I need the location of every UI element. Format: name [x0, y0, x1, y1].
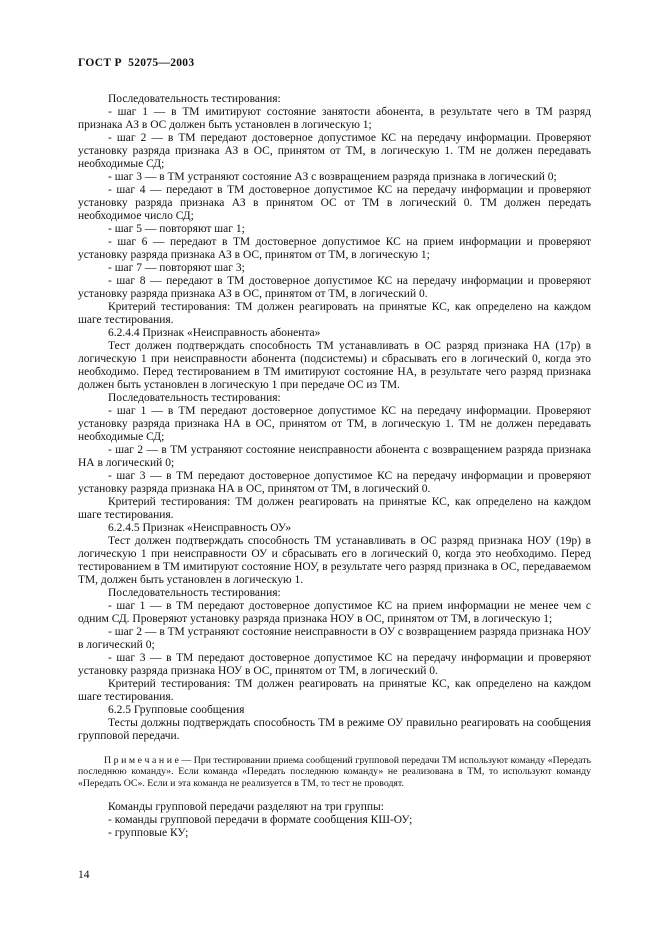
note: П р и м е ч а н и е — При тестировании приема сообщений групповой передачи ТМ используют команду «Передать последнюю команду». Если команда «Передать последнюю команду» не реализована в ТМ, то используют команду «Передать ОС». Если и эта команда не реализуется в ТМ, то тест не проводят. [78, 755, 591, 789]
paragraph: Последовательность тестирования: [108, 587, 281, 599]
paragraph: Тесты должны подтверждать способность ТМ в режиме ОУ правильно реагировать на сообщения групповой передачи. [78, 717, 591, 742]
list-item: - шаг 2 — в ТМ устраняют состояние неисправности в ОУ с возвращением разряда признака НОУ в логический 0; [78, 626, 591, 651]
list-item: - групповые КУ; [108, 826, 189, 839]
list-item: - шаг 5 — повторяют шаг 1; [108, 223, 245, 235]
document-header: ГОСТ Р 52075—2003 [78, 57, 195, 69]
page-number: 14 [78, 869, 90, 881]
paragraph: Тест должен подтверждать способность ТМ устанавливать в ОС разряд признака НА (17р) в логическую 1 при неисправности абонента (подсистемы) и сбрасывать его в логический 0, когда это необходимо. Перед тестированием в ТМ имитируют состояние НА, в результате чего разряд признака должен быть установлен в логическую 1 при передаче ОС из ТМ. [78, 340, 591, 391]
paragraph: Команды групповой передачи разделяют на три группы: [108, 800, 384, 813]
list-item: - шаг 1 — в ТМ передают достоверное допустимое КС на прием информации не менее чем с одним СД. Проверяют установку разряда признака НОУ в ОС, принятом от ТМ, в логическую 1; [78, 600, 591, 625]
paragraph: Последовательность тестирования: [108, 392, 281, 404]
list-item: - шаг 1 — в ТМ имитируют состояние занятости абонента, в результате чего в ТМ разряд признака АЗ в ОС должен быть установлен в логическую 1; [78, 106, 591, 131]
paragraph: Последовательность тестирования: [108, 93, 281, 105]
section-heading: 6.2.4.5 Признак «Неисправность ОУ» [108, 522, 292, 534]
list-item: - шаг 3 — в ТМ устраняют состояние АЗ с возвращением разряда признака в логический 0; [108, 171, 557, 183]
list-item: - шаг 8 — передают в ТМ достоверное допустимое КС на передачу информации и проверяют установку разряда признака АЗ в ОС, принятом от ТМ, в логический 0. [78, 275, 591, 300]
section-heading: 6.2.5 Групповые сообщения [108, 704, 245, 716]
list-item: - шаг 2 — в ТМ передают достоверное допустимое КС на передачу информации. Проверяют установку разряда признака АЗ в ОС, принятом от ТМ, в логическую 1. ТМ не должен передавать необходимые СД; [78, 132, 591, 170]
paragraph: Тест должен подтверждать способность ТМ устанавливать в ОС разряд признака НОУ (19р) в логическую 1 при неисправности ОУ и сбрасывать его в логический 0, когда это необходимо. Перед тестированием в ТМ имитируют состояние НОУ, в результате чего разряд признака в ОС, передаваемом ТМ, должен быть установлен в логическую 1. [78, 535, 591, 586]
list-item: - шаг 1 — в ТМ передают достоверное допустимое КС на передачу информации. Проверяют установку разряда признака НА в ОС, принятом от ТМ, в логическую 1. ТМ не должен передавать необходимые СД; [78, 405, 591, 443]
list-item: - шаг 3 — в ТМ передают достоверное допустимое КС на передачу информации и проверяют установку разряда признака НА в ОС, принятом от ТМ, в логический 0. [78, 470, 591, 495]
list-item: - шаг 3 — в ТМ передают достоверное допустимое КС на передачу информации и проверяют установку разряда признака НОУ в ОС, принятом от ТМ, в логический 0. [78, 652, 591, 677]
list-item: - шаг 4 — передают в ТМ достоверное допустимое КС на передачу информации и проверяют установку разряда признака АЗ в принятом ОС от ТМ в логический 0. ТМ должен передать необходимое число СД; [78, 184, 591, 222]
paragraph: Критерий тестирования: ТМ должен реагировать на принятые КС, как определено на каждом шаге тестирования. [78, 496, 591, 521]
section-heading: 6.2.4.4 Признак «Неисправность абонента» [108, 327, 321, 339]
paragraph: Критерий тестирования: ТМ должен реагировать на принятые КС, как определено на каждом шаге тестирования. [78, 678, 591, 703]
list-item: - команды групповой передачи в формате сообщения КШ-ОУ; [108, 813, 413, 826]
list-item: - шаг 7 — повторяют шаг 3; [108, 262, 245, 274]
list-item: - шаг 2 — в ТМ устраняют состояние неисправности абонента с возвращением разряда признака НА в логический 0; [78, 444, 591, 469]
document-body [78, 93, 591, 840]
paragraph: Критерий тестирования: ТМ должен реагировать на принятые КС, как определено на каждом шаге тестирования. [78, 301, 591, 326]
list-item: - шаг 6 — передают в ТМ достоверное допустимое КС на прием информации и проверяют установку разряда признака АЗ в ОС, принятом от ТМ, в логическую 1; [78, 236, 591, 261]
